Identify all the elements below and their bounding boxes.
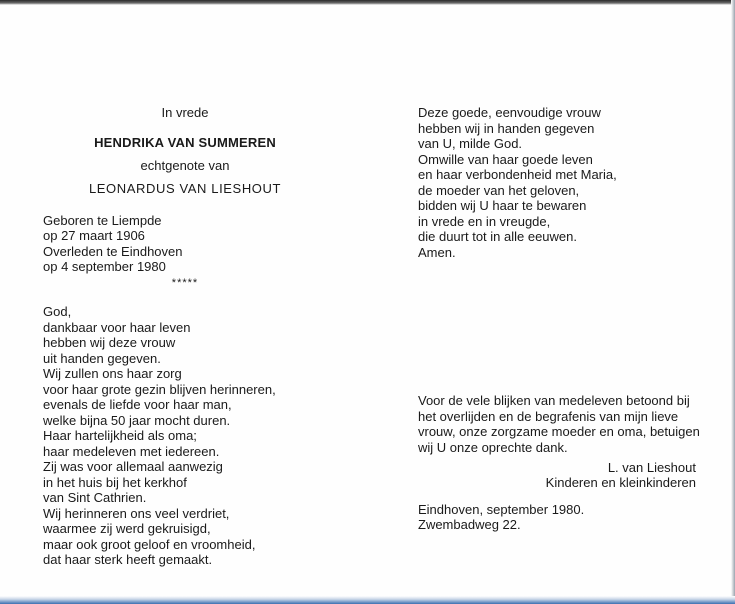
- poem-line: Haar hartelijkheid als oma;: [43, 428, 197, 443]
- born-date: op 27 maart 1906: [43, 228, 145, 243]
- thanks-line: het overlijden en de begrafenis van mijn lieve: [418, 408, 679, 424]
- poem-block: [43, 304, 276, 568]
- prayer-line: bidden wij U haar te bewaren: [418, 198, 587, 213]
- in-vrede-heading: In vrede: [161, 105, 209, 120]
- poem-line: voor haar grote gezin blijven herinneren,: [43, 381, 276, 397]
- died-date: op 4 september 1980: [43, 259, 166, 274]
- prayer-line: hebben wij in handen gegeven: [418, 120, 595, 136]
- signature-name: L. van Lieshout: [607, 460, 696, 475]
- prayer-line: Deze goede, eenvoudige vrouw: [418, 105, 601, 120]
- poem-line: dat haar sterk heeft gemaakt.: [43, 552, 213, 567]
- scan-edge-top: [0, 0, 735, 5]
- address: Zwembadweg 22.: [418, 517, 521, 532]
- thanks-block: [418, 393, 700, 455]
- prayer-block: [418, 105, 617, 260]
- poem-line: hebben wij deze vrouw: [43, 335, 176, 350]
- poem-line: Wij herinneren ons veel verdriet,: [43, 505, 230, 521]
- thanks-line: Voor de vele blijken van medeleven betoond bij: [418, 393, 690, 408]
- scan-edge-bottom: [0, 596, 735, 604]
- prayer-line: die duurt tot in alle eeuwen.: [418, 229, 577, 244]
- deceased-name: HENDRIKA VAN SUMMEREN: [94, 135, 276, 150]
- poem-line: God,: [43, 304, 72, 319]
- prayer-line: en haar verbondenheid met Maria,: [418, 167, 617, 182]
- poem-line: haar medeleven met iedereen.: [43, 443, 220, 459]
- prayer-line: Amen.: [418, 244, 456, 260]
- poem-line: Zij was voor allemaal aanwezig: [43, 459, 223, 474]
- born-place: Geboren te Liempde: [43, 213, 162, 228]
- prayer-line: Omwille van haar goede leven: [418, 151, 593, 167]
- poem-line: evenals de liefde voor haar man,: [43, 397, 232, 412]
- poem-line: waarmee zij werd gekruisigd,: [43, 521, 211, 536]
- signature-family: Kinderen en kleinkinderen: [545, 475, 696, 490]
- poem-line: van Sint Cathrien.: [43, 490, 147, 505]
- spouse-name: LEONARDUS VAN LIESHOUT: [88, 181, 282, 196]
- poem-line: uit handen gegeven.: [43, 350, 161, 366]
- separator-stars: *****: [171, 277, 199, 289]
- spouse-of-label: echtgenote van: [140, 158, 230, 173]
- poem-line: maar ook groot geloof en vroomheid,: [43, 536, 256, 552]
- poem-line: in het huis bij het kerkhof: [43, 474, 187, 490]
- prayer-line: van U, milde God.: [418, 136, 523, 151]
- prayer-line: in vrede en in vreugde,: [418, 213, 551, 229]
- place-date: Eindhoven, september 1980.: [418, 502, 585, 517]
- thanks-line: wij U onze oprechte dank.: [418, 439, 568, 455]
- prayer-line: de moeder van het geloven,: [418, 182, 580, 198]
- scan-edge-right: [731, 0, 735, 604]
- poem-line: dankbaar voor haar leven: [43, 319, 191, 335]
- poem-line: welke bijna 50 jaar mocht duren.: [43, 412, 231, 428]
- died-place: Overleden te Eindhoven: [43, 244, 183, 259]
- thanks-line: vrouw, onze zorgzame moeder en oma, betuigen: [418, 424, 700, 439]
- poem-line: Wij zullen ons haar zorg: [43, 366, 182, 381]
